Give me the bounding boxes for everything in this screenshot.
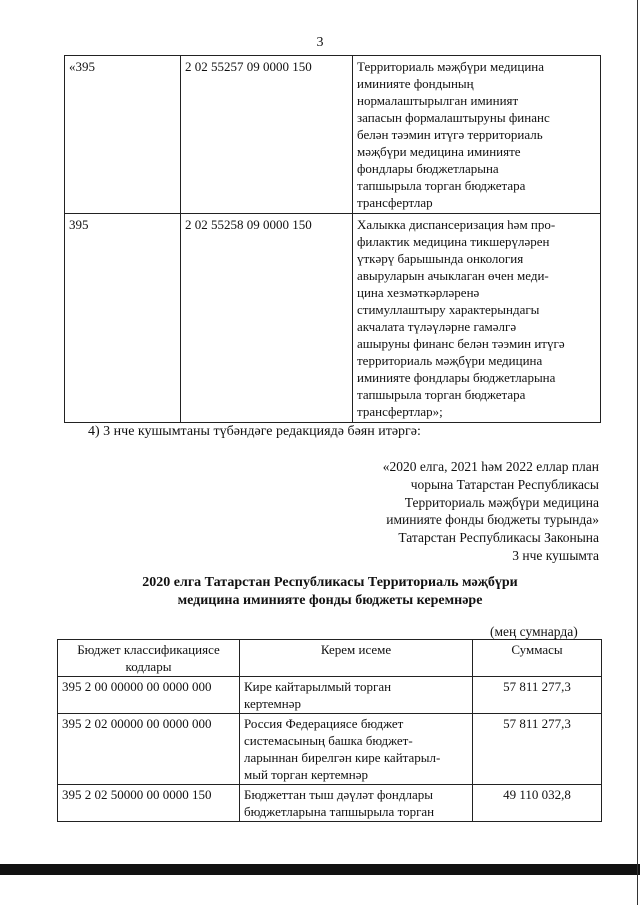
table-row bbox=[65, 214, 601, 423]
scan-edge-line bbox=[637, 0, 638, 905]
revenue-name-cell bbox=[240, 714, 473, 785]
revenue-name-cell bbox=[240, 785, 473, 822]
heading-line: иминияте фонды бюджеты турында» bbox=[386, 512, 599, 528]
description-line: авыруларын ачыклаган өчен меди- bbox=[357, 268, 549, 283]
description-line: иминияте фондының bbox=[357, 76, 474, 91]
amendment-instruction: 4) 3 нче кушымтаны түбәндәге редакциядә бәян итәргә: bbox=[88, 424, 421, 439]
budget-code-cell: 395 2 00 00000 00 0000 000 bbox=[58, 677, 240, 714]
description-cell bbox=[353, 214, 601, 423]
description-line: иминияте фондлары бюджетларына bbox=[357, 370, 556, 385]
name-line: ларыннан бирелгән кире кайтарыл- bbox=[244, 750, 441, 765]
title-line: 2020 елга Татарстан Республикасы Территориаль мәҗбүри bbox=[142, 575, 518, 590]
table-row bbox=[65, 56, 601, 214]
description-line: белән тәэмин итүгә территориаль bbox=[357, 127, 543, 142]
appendix-heading bbox=[279, 458, 599, 565]
description-line: Территориаль мәҗбүри медицина bbox=[357, 59, 545, 74]
description-line: мәҗбүри медицина иминияте bbox=[357, 144, 521, 159]
description-line: территориаль мәҗбүри медицина bbox=[357, 353, 543, 368]
description-line: фондлары бюджетларына bbox=[357, 161, 499, 176]
document-title bbox=[60, 574, 600, 610]
name-line: Кире кайтарылмый торган bbox=[244, 679, 392, 694]
unit-note: (мең сумнарда) bbox=[490, 624, 578, 639]
heading-line: 3 нче кушымта bbox=[512, 547, 599, 563]
table-row bbox=[58, 677, 602, 714]
amount-cell: 49 110 032,8 bbox=[473, 785, 602, 822]
description-line: филактик медицина тикшерүләрен bbox=[357, 234, 550, 249]
budget-code-cell: 395 2 02 50000 00 0000 150 bbox=[58, 785, 240, 822]
description-cell bbox=[353, 56, 601, 214]
description-line: тапшырыла торган бюджетара bbox=[357, 178, 526, 193]
transfer-table bbox=[64, 55, 601, 423]
amount-cell: 57 811 277,3 bbox=[473, 677, 602, 714]
name-line: бюджетларына тапшырыла торган bbox=[244, 804, 435, 819]
description-line: цина хезмәткәрләренә bbox=[357, 285, 480, 300]
description-line: трансфертлар»; bbox=[357, 404, 443, 419]
amount-cell: 57 811 277,3 bbox=[473, 714, 602, 785]
description-line: тапшырыла торган бюджетара bbox=[357, 387, 526, 402]
admin-code-cell: «395 bbox=[65, 56, 181, 214]
description-line: трансфертлар bbox=[357, 195, 433, 210]
name-line: мый торган кертемнәр bbox=[244, 767, 368, 782]
description-line: акчалата түләүләрне гамәлгә bbox=[357, 319, 517, 334]
column-header-codes: Бюджет классификациясе кодлары bbox=[58, 640, 240, 677]
scan-edge-bar bbox=[0, 864, 640, 875]
classification-code-cell: 2 02 55257 09 0000 150 bbox=[181, 56, 353, 214]
title-line: медицина иминияте фонды бюджеты керемнәре bbox=[177, 593, 483, 608]
table-header-row bbox=[58, 640, 602, 677]
revenue-name-cell bbox=[240, 677, 473, 714]
table-row bbox=[58, 785, 602, 822]
revenue-table bbox=[57, 639, 602, 822]
name-line: системасының башка бюджет- bbox=[244, 733, 413, 748]
description-line: нормалаштырылган иминият bbox=[357, 93, 519, 108]
name-line: кертемнәр bbox=[244, 696, 301, 711]
table-row bbox=[58, 714, 602, 785]
name-line: Россия Федерациясе бюджет bbox=[244, 716, 404, 731]
description-line: үткәрү барышында онкология bbox=[357, 251, 524, 266]
description-line: стимуллаштыру характерындагы bbox=[357, 302, 540, 317]
description-line: Халыкка диспансеризация һәм про- bbox=[357, 217, 556, 232]
budget-code-cell: 395 2 02 00000 00 0000 000 bbox=[58, 714, 240, 785]
classification-code-cell: 2 02 55258 09 0000 150 bbox=[181, 214, 353, 423]
heading-line: чорына Татарстан Республикасы bbox=[410, 476, 599, 492]
admin-code-cell: 395 bbox=[65, 214, 181, 423]
description-line: ашыруны финанс белән тәэмин итүгә bbox=[357, 336, 565, 351]
page-number: 3 bbox=[316, 35, 324, 50]
column-header-name: Керем исеме bbox=[240, 640, 473, 677]
heading-line: «2020 елга, 2021 һәм 2022 еллар план bbox=[382, 459, 599, 474]
name-line: Бюджеттан тыш дәүләт фондлары bbox=[244, 787, 433, 802]
description-line: запасын формалаштыруны финанс bbox=[357, 110, 550, 125]
column-header-amount: Суммасы bbox=[473, 640, 602, 677]
heading-line: Территориаль мәҗбүри медицина bbox=[404, 494, 599, 510]
heading-line: Татарстан Республикасы Законына bbox=[398, 530, 599, 546]
